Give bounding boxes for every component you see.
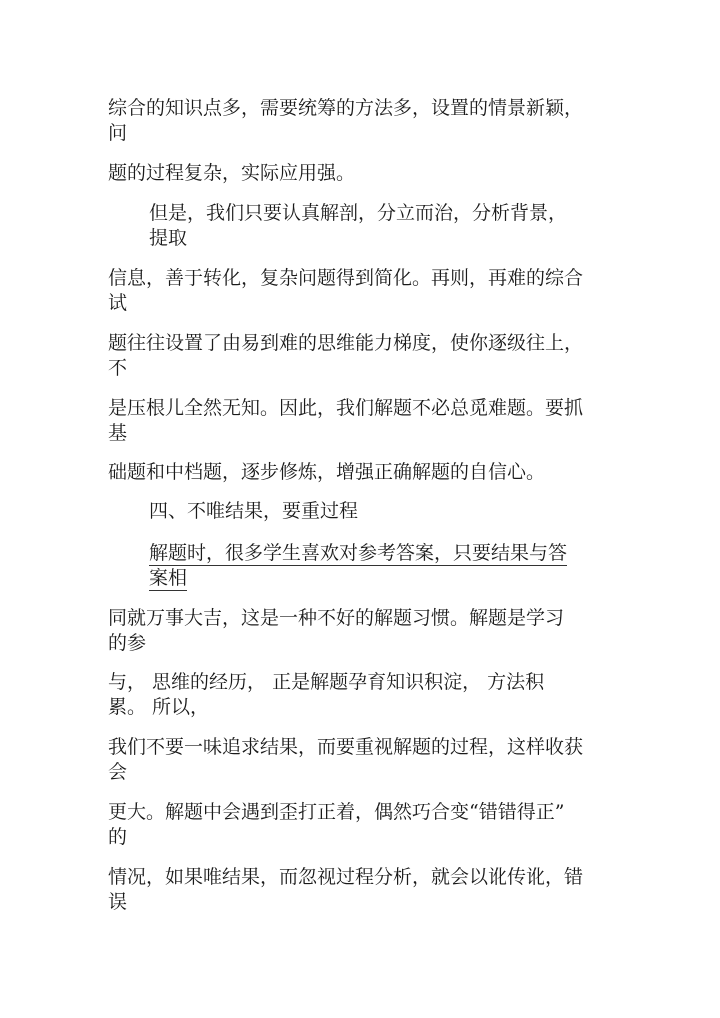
text-line: 础题和中档题，逐步修炼，增强正确解题的自信心。 [108,461,546,483]
text-line: 情况，如果唯结果，而忽视过程分析，就会以讹传讹，错 [108,866,584,888]
text-line: 题的过程复杂，实际应用强。 [108,162,356,184]
text-line: 会 [108,761,128,783]
text-line: 与， 思维的经历， 正是解题孕育知识积淀， 方法积 [108,671,545,693]
section-heading: 四、不唯结果，要重过程 [149,500,359,522]
text-line: 信息，善于转化，复杂问题得到简化。再则，再难的综合 [108,267,584,289]
text-line: 误 [108,891,128,913]
text-line: 但是，我们只要认真解剖，分立而治，分析背景， [149,202,568,224]
text-line: 累。 所以， [108,696,210,718]
text-line: 同就万事大吉，这是一种不好的解题习惯。解题是学习 [108,607,565,629]
text-line: 的参 [108,632,147,654]
text-line [149,541,567,565]
text-line: 提取 [149,227,188,249]
underlined-text: 解题时，很多学生喜欢对参考答案，只要结果与答 [149,542,568,564]
text-line: 问 [108,122,128,144]
text-line: 不 [108,357,128,379]
text-line: 是压根儿全然无知。因此，我们解题不必总觅难题。要抓 [108,397,584,419]
underlined-text: 案相 [149,567,188,589]
text-line: 题往往设置了由易到难的思维能力梯度，使你逐级往上， [108,332,584,354]
text-line: 综合的知识点多，需要统筹的方法多，设置的情景新颖， [108,97,584,119]
text-line: 我们不要一味追求结果，而要重视解题的过程，这样收获 [108,736,584,758]
text-line: 的 [108,826,128,848]
text-line: 试 [108,292,128,314]
text-line [149,566,187,590]
text-line: 更大。解题中会遇到歪打正着，偶然巧合变“错错得正” [108,801,565,823]
text-line: 基 [108,422,128,444]
